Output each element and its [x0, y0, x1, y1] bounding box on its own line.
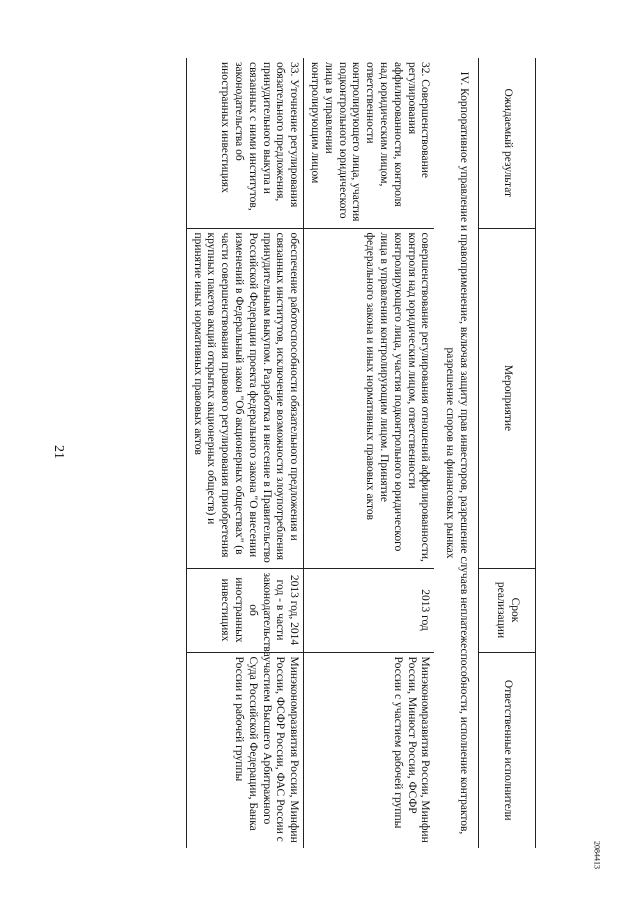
table-row: [187, 58, 304, 848]
section-row: [434, 58, 478, 848]
header-expected-result: Ожидаемый результат: [479, 58, 536, 228]
cell-term: 2013 год, 2014 год - в части законодательства об иностранных инвестициях: [187, 568, 304, 652]
cell-measure: обеспечение работоспособности обязательного предложения и связанных институтов, исключение возможности злоупотребления принудительным выкупом. Разработка и внесение в Правительство Российской Федерации проекта федерального закона "О внесении изменений в Федеральный закон "Об акционерных обществах" (в части совершенствования правового регулирования приобретения крупных пакетов акций открытых акционерных обществ) и принятие иных нормативных правовых актов: [187, 228, 304, 568]
document-sheet: [78, 58, 536, 848]
cell-term: 2013 год: [304, 568, 435, 652]
cell-result: 32. Совершенствование регулирования аффилированности, контроля над юридическим лицом, ответственности контролирующего лица, участия подконтрольного юридического лица в управлении контролирующим лицом: [309, 62, 432, 222]
cell-executors: Минэкономразвития России, Минфин России, Минюст России, ФСФР России с участием рабочей группы: [304, 652, 435, 848]
header-term: Срок реализации: [479, 568, 536, 652]
table-row: [304, 58, 435, 848]
page-number: 21: [51, 445, 66, 459]
cell-measure: совершенствование регулирования отношений аффилированности, контроля над юридическим лицом, ответственности контролирующего лица, участия подконтрольного юридического лица в управлении контролирующим лицом. Принятие федерального закона и иных нормативных правовых актов: [304, 228, 435, 568]
rotated-table-container: [78, 58, 536, 848]
cell-executors: Минэкономразвития России, Минфин России, ФСФР России, ФАС России с участием Высшего Арбитражного Суда Российской Федерации, Банка России и рабочей группы: [187, 652, 304, 848]
action-plan-table: [186, 58, 536, 848]
header-executors: Ответственные исполнители: [479, 652, 536, 848]
cell-result: 33. Уточнение регулирования обязательного предложения, принудительного выкупа и связанных с ними институтов, законодательства об иностранных инвестициях: [187, 58, 304, 228]
section-title: IV. Корпоративное управление и правоприменение, включая защиту прав инвесторов, разрешение случаев неплатежеспособности, исполнение контрактов, разрешение споров на финансовых рынках: [444, 71, 470, 835]
document-code: 2084413: [592, 841, 602, 869]
table-header-row: [479, 58, 536, 848]
header-measure: Мероприятие: [479, 228, 536, 568]
